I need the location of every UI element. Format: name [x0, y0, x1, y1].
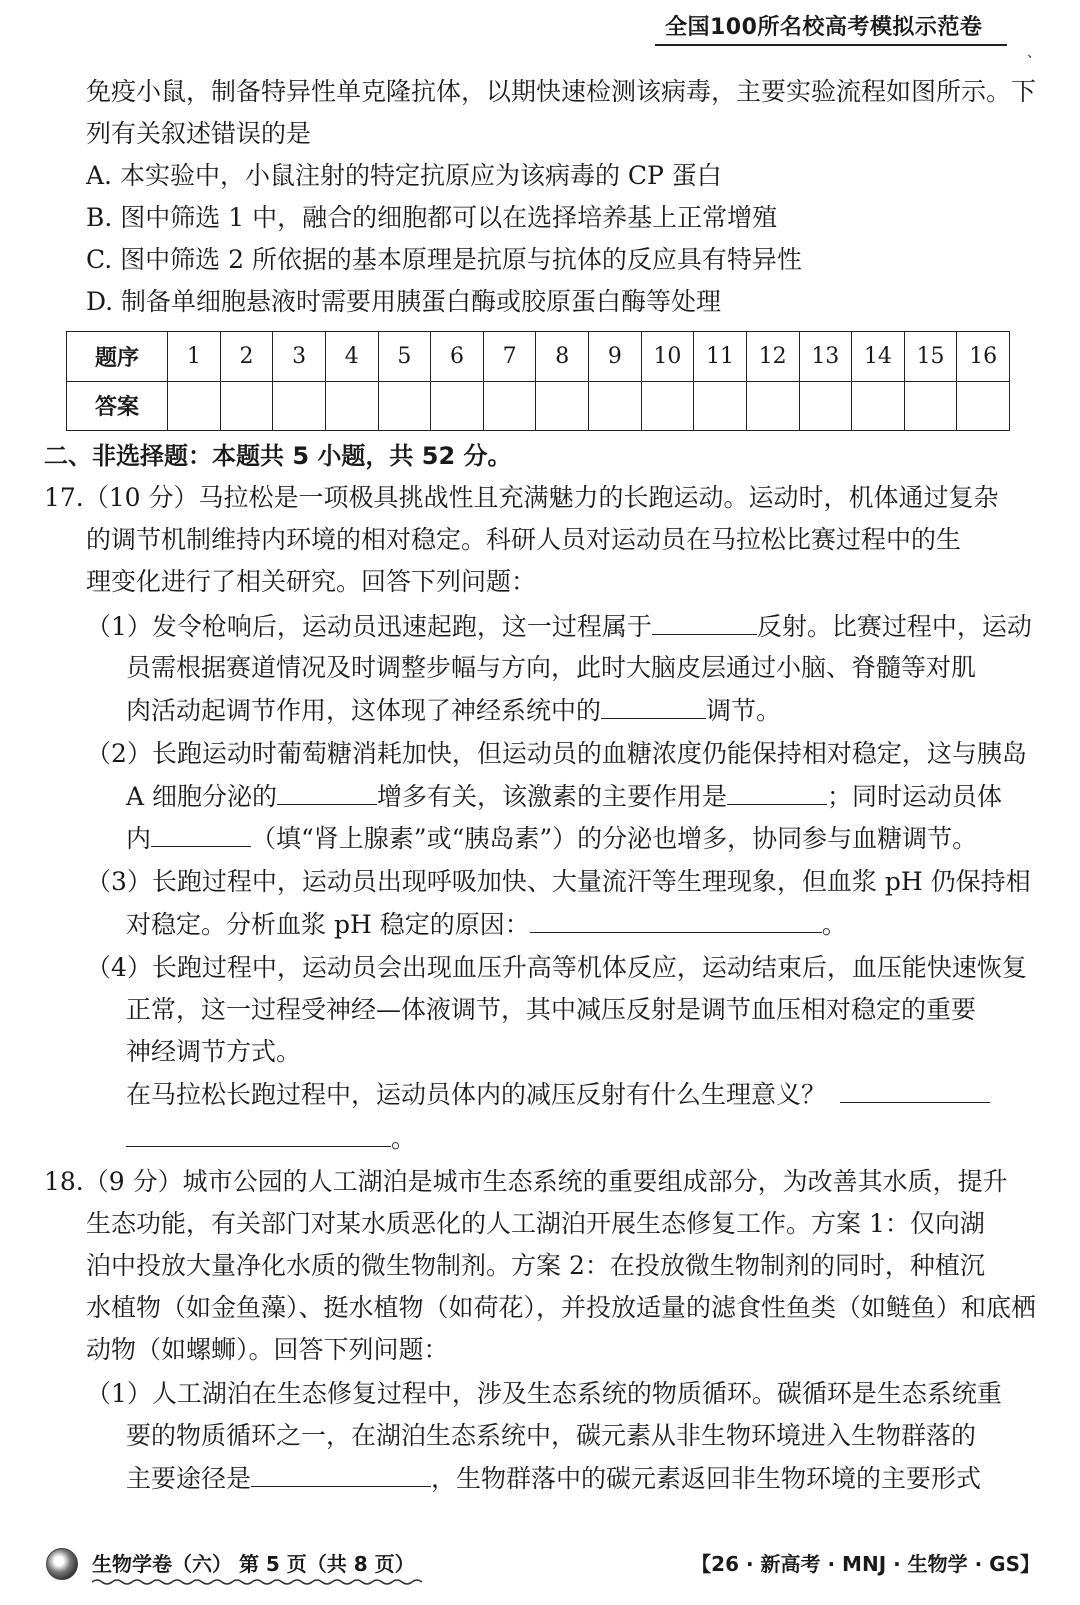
q18-line-5: 动物（如螺蛳）。回答下列问题： — [86, 1335, 449, 1364]
answer-blank[interactable] — [277, 780, 377, 805]
answer-cell[interactable] — [746, 381, 799, 431]
q17-part1-line-2: 员需根据赛道情况及时调整步幅与方向，此时大脑皮层通过小脑、脊髓等对肌 — [126, 653, 977, 682]
q16-option-a: A. 本实验中，小鼠注射的特定抗原应为该病毒的 CP 蛋白 — [86, 161, 722, 190]
answer-table — [66, 331, 1010, 431]
q17-part2-line-3 — [126, 822, 977, 855]
q17-part3-line-2 — [126, 908, 847, 941]
q17-line-3: 理变化进行了相关研究。回答下列问题： — [86, 567, 537, 596]
q18-line-4: 水植物（如金鱼藻）、挺水植物（如荷花），并投放适量的滤食性鱼类（如鲢鱼）和底栖 — [86, 1293, 1037, 1322]
answer-blank[interactable] — [251, 1462, 431, 1487]
answer-cell[interactable] — [852, 381, 905, 431]
question-number-cell: 5 — [378, 332, 431, 382]
wavy-underline-icon — [92, 1578, 422, 1586]
q16-stem-line-1: 免疫小鼠，制备特异性单克隆抗体，以期快速检测该病毒，主要实验流程如图所示。下 — [86, 77, 1037, 106]
answer-blank[interactable] — [151, 822, 251, 847]
q17-part1-line-3 — [126, 694, 781, 727]
q17-part2-text: 增多有关，该激素的主要作用是 — [377, 782, 728, 811]
answer-cell[interactable] — [220, 381, 273, 431]
q18-part1-line-2: 要的物质循环之一，在湖泊生态系统中，碳元素从非生物环境进入生物群落的 — [126, 1421, 977, 1450]
answer-cell[interactable] — [536, 381, 589, 431]
q17-part2-text: A 细胞分泌的 — [126, 782, 278, 811]
q17-part2-text: （填“肾上腺素”或“胰岛素”）的分泌也增多，协同参与血糖调节。 — [251, 824, 978, 853]
q16-stem-line-2: 列有关叙述错误的是 — [86, 119, 312, 148]
q18-part1-text: 主要途径是 — [126, 1464, 252, 1493]
q17-part4-text: 。 — [391, 1124, 417, 1153]
q16-option-c: C. 图中筛选 2 所依据的基本原理是抗原与抗体的反应具有特异性 — [86, 245, 802, 274]
answer-cell[interactable] — [799, 381, 852, 431]
answer-table-row-label: 答案 — [67, 381, 168, 431]
question-number-cell: 4 — [325, 332, 378, 382]
q17-part2-text: ；同时运动员体 — [827, 782, 1003, 811]
q17-part4-line-3: 神经调节方式。 — [126, 1037, 302, 1066]
q18-line-2: 生态功能，有关部门对某水质恶化的人工湖泊开展生态修复工作。方案 1：仅向湖 — [86, 1209, 985, 1238]
answer-cell[interactable] — [641, 381, 694, 431]
answer-cell[interactable] — [378, 381, 431, 431]
header-rule — [655, 44, 1007, 46]
q17-part4-line-4 — [126, 1078, 990, 1111]
answer-cell[interactable] — [325, 381, 378, 431]
answer-blank[interactable] — [530, 908, 822, 933]
q17-part1-line-1 — [86, 610, 1032, 643]
question-number-cell: 6 — [431, 332, 484, 382]
question-number-cell: 16 — [957, 332, 1010, 382]
question-number-cell: 11 — [694, 332, 747, 382]
question-number-cell: 12 — [746, 332, 799, 382]
question-number-cell: 3 — [273, 332, 326, 382]
q17-part1-text: 肉活动起调节作用，这体现了神经系统中的 — [126, 696, 602, 725]
q17-part2-line-2 — [126, 780, 1002, 813]
q17-line-2: 的调节机制维持内环境的相对稳定。科研人员对运动员在马拉松比赛过程中的生 — [86, 525, 962, 554]
q17-part4-line-5 — [126, 1122, 416, 1155]
question-number-cell: 13 — [799, 332, 852, 382]
answer-cell[interactable] — [904, 381, 957, 431]
question-number-cell: 9 — [589, 332, 642, 382]
q17-part4-line-1: （4）长跑过程中，运动员会出现血压升高等机体反应，运动结束后，血压能快速恢复 — [86, 953, 1027, 982]
q17-part2-text: 内 — [126, 824, 152, 853]
q17-part1-text: 调节。 — [706, 696, 782, 725]
q18-part1-line-3 — [126, 1462, 981, 1495]
footer-page-info: 生物学卷（六） 第 5 页（共 8 页） — [92, 1552, 415, 1576]
q18-part1-text: ，生物群落中的碳元素返回非生物环境的主要形式 — [431, 1464, 982, 1493]
answer-blank[interactable] — [652, 610, 757, 635]
question-number-cell: 15 — [904, 332, 957, 382]
answer-cell[interactable] — [431, 381, 484, 431]
answer-blank[interactable] — [126, 1122, 391, 1147]
answer-cell[interactable] — [694, 381, 747, 431]
question-number-cell: 1 — [168, 332, 221, 382]
answer-table-number-row — [67, 332, 1010, 382]
page-footer — [40, 1542, 1040, 1592]
disc-icon — [46, 1548, 78, 1580]
q18-part1-line-1: （1）人工湖泊在生态修复过程中，涉及生态系统的物质循环。碳循环是生态系统重 — [86, 1379, 1002, 1408]
q16-option-b: B. 图中筛选 1 中，融合的细胞都可以在选择培养基上正常增殖 — [86, 203, 778, 232]
answer-table-row-label: 题序 — [67, 332, 168, 382]
answer-table-answer-row — [67, 381, 1010, 431]
answer-cell[interactable] — [168, 381, 221, 431]
page-header — [655, 10, 1055, 61]
answer-cell[interactable] — [273, 381, 326, 431]
q17-line-1: 17.（10 分）马拉松是一项极具挑战性且充满魅力的长跑运动。运动时，机体通过复杂 — [44, 483, 999, 512]
q17-part4-question: 在马拉松长跑过程中，运动员体内的减压反射有什么生理意义？ — [126, 1080, 827, 1109]
q17-part1-text: （1）发令枪响后，运动员迅速起跑，这一过程属于 — [86, 612, 652, 641]
q17-part3-text: 。 — [821, 910, 847, 939]
question-number-cell: 7 — [483, 332, 536, 382]
answer-blank[interactable] — [601, 694, 706, 719]
answer-blank[interactable] — [727, 780, 827, 805]
header-tick-mark: 、 — [1027, 45, 1041, 61]
q17-part3-line-1: （3）长跑过程中，运动员出现呼吸加快、大量流汗等生理现象，但血浆 pH 仍保持相 — [86, 867, 1031, 896]
answer-cell[interactable] — [589, 381, 642, 431]
q17-part1-text: 反射。比赛过程中，运动 — [756, 612, 1032, 641]
answer-blank[interactable] — [840, 1078, 990, 1103]
q16-option-d: D. 制备单细胞悬液时需要用胰蛋白酶或胶原蛋白酶等处理 — [86, 287, 722, 316]
question-number-cell: 8 — [536, 332, 589, 382]
q18-line-1: 18.（9 分）城市公园的人工湖泊是城市生态系统的重要组成部分，为改善其水质，提升 — [44, 1167, 1008, 1196]
answer-cell[interactable] — [957, 381, 1010, 431]
q18-line-3: 泊中投放大量净化水质的微生物制剂。方案 2：在投放微生物制剂的同时，种植沉 — [86, 1251, 985, 1280]
q17-part2-line-1: （2）长跑运动时葡萄糖消耗加快，但运动员的血糖浓度仍能保持相对稳定，这与胰岛 — [86, 739, 1027, 768]
q17-part3-text: 对稳定。分析血浆 pH 稳定的原因： — [126, 910, 530, 939]
section-2-heading: 二、非选择题：本题共 5 小题，共 52 分。 — [44, 442, 512, 470]
q17-part4-line-2: 正常，这一过程受神经—体液调节，其中减压反射是调节血压相对稳定的重要 — [126, 995, 977, 1024]
question-number-cell: 10 — [641, 332, 694, 382]
question-number-cell: 14 — [852, 332, 905, 382]
header-title: 全国100所名校高考模拟示范卷 — [665, 15, 983, 40]
question-number-cell: 2 — [220, 332, 273, 382]
footer-code: 【26 · 新高考 · MNJ · 生物学 · GS】 — [691, 1552, 1040, 1576]
answer-cell[interactable] — [483, 381, 536, 431]
